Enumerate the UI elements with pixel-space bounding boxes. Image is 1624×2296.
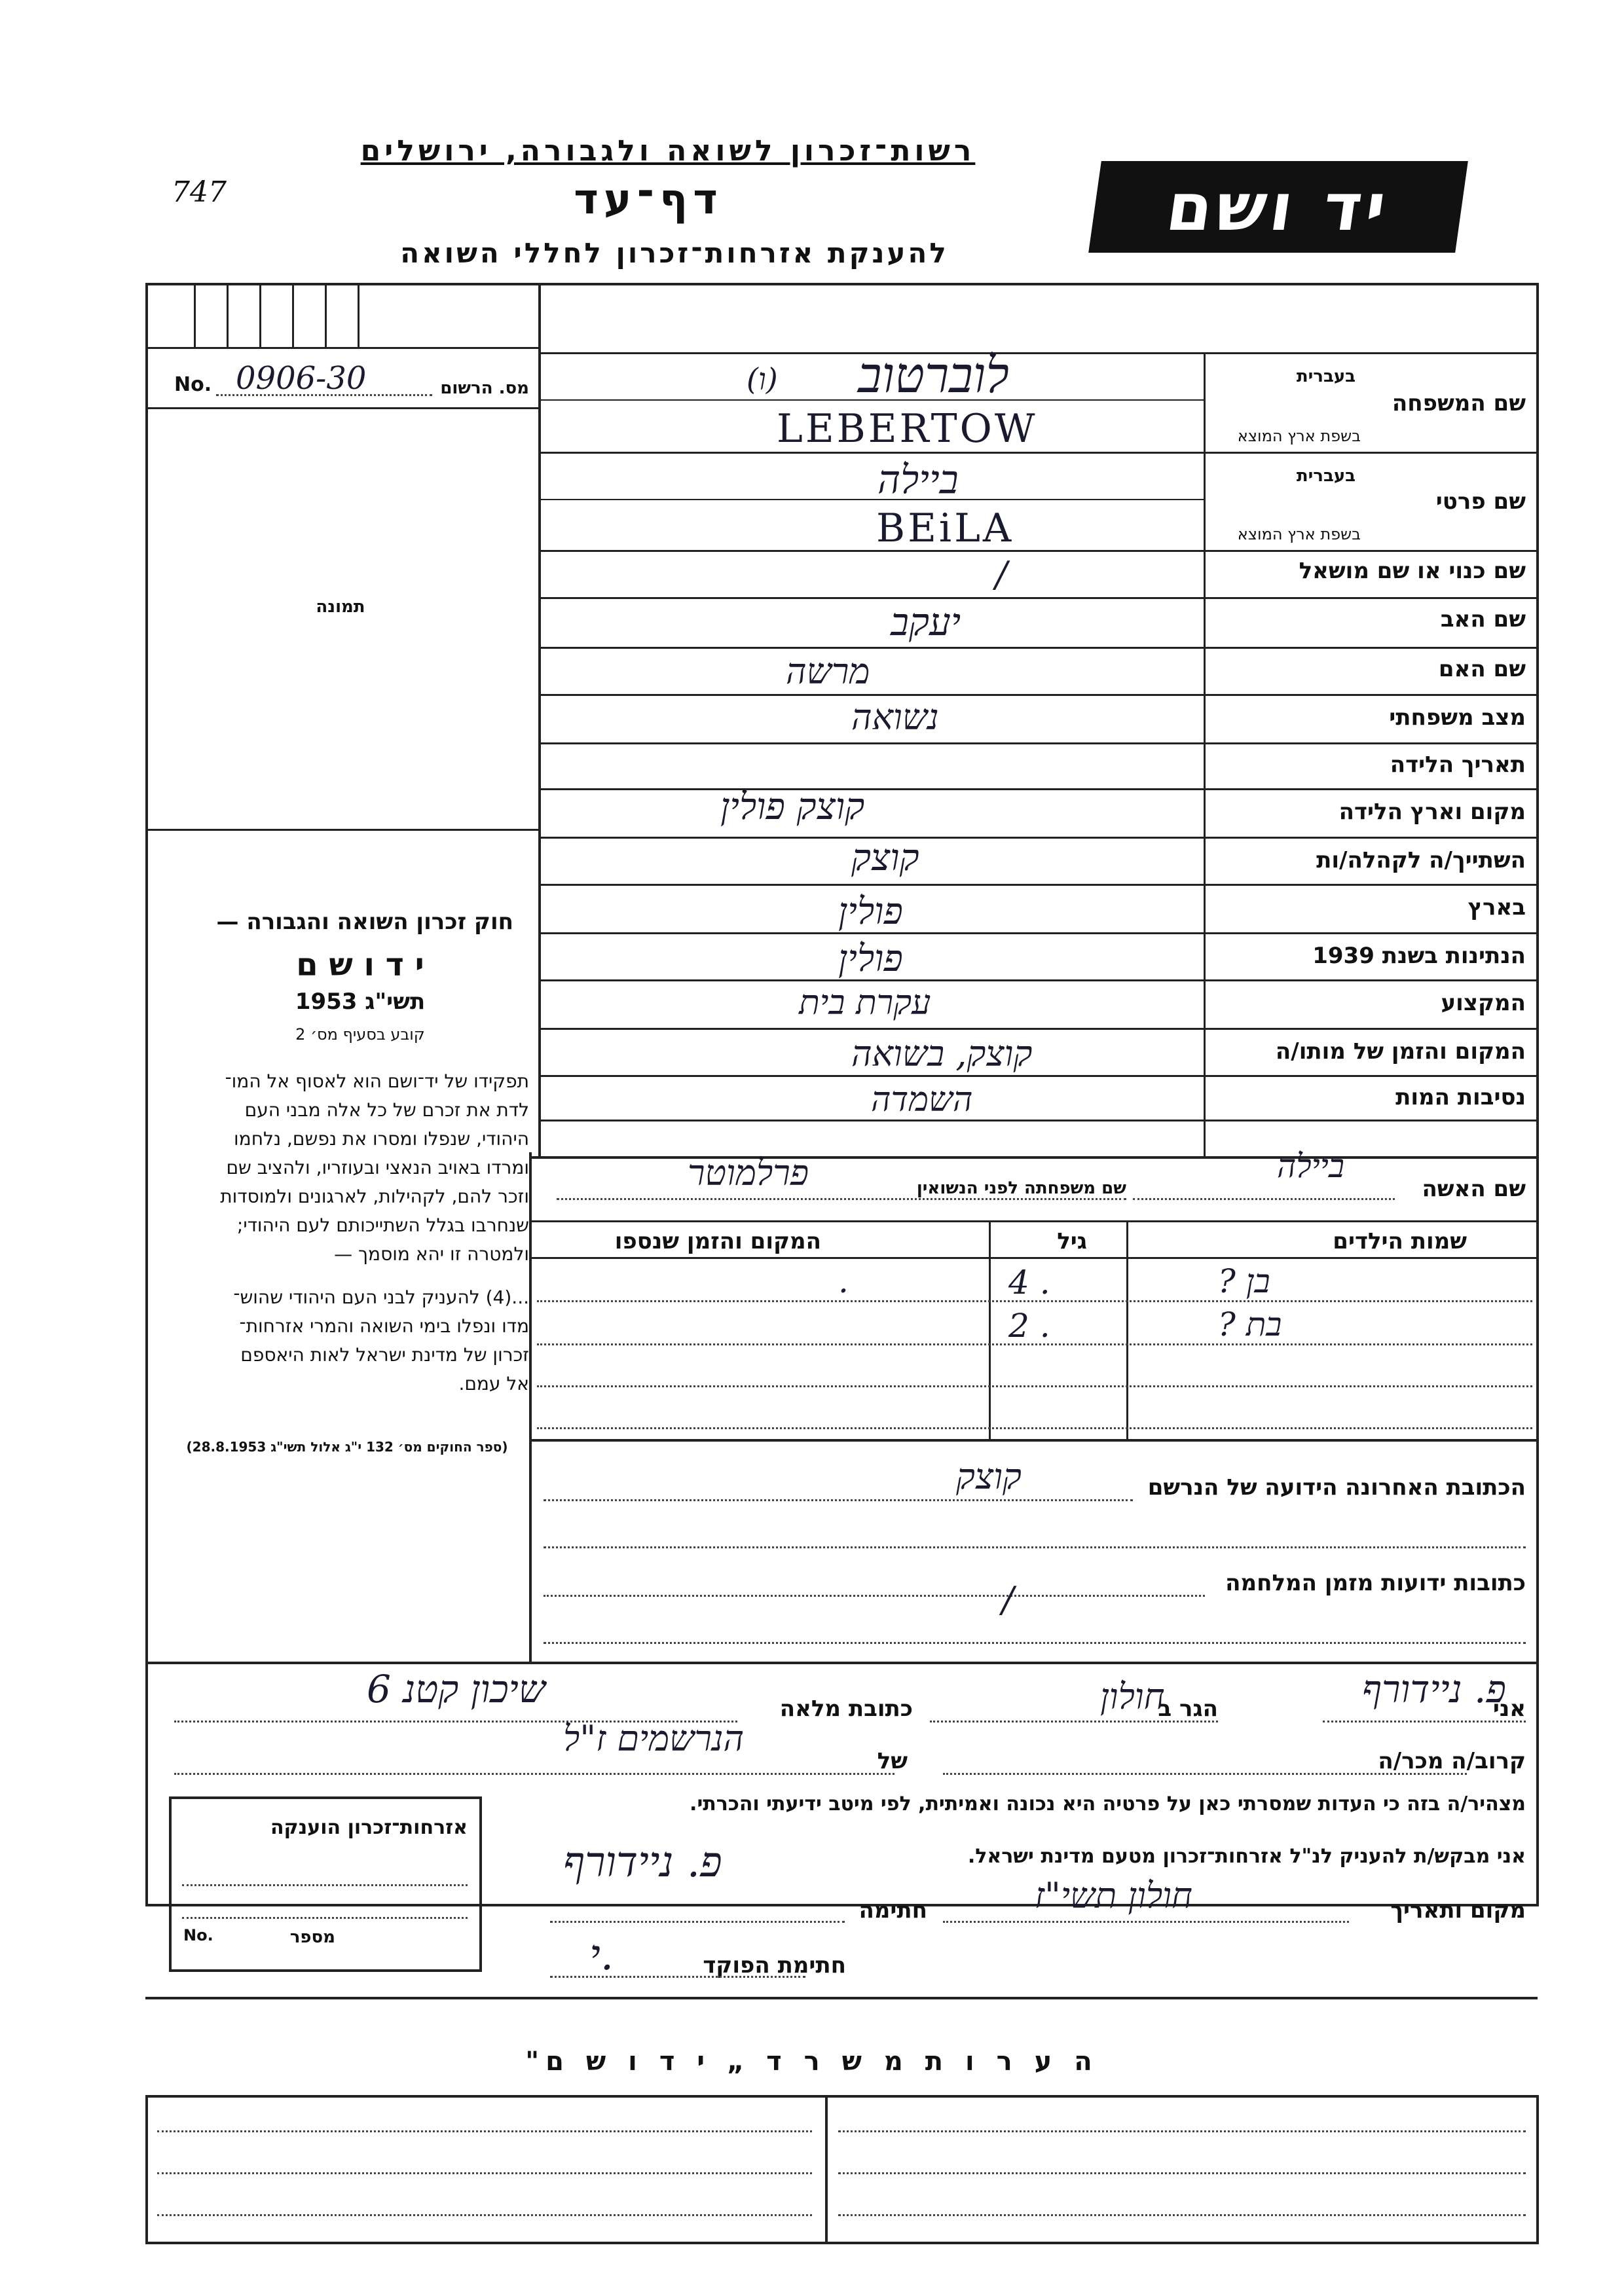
children-names-header: שמות הילדים (1333, 1228, 1467, 1254)
declarant-name-value[interactable]: פ. ניידורף (1362, 1667, 1506, 1711)
family-name-latin-value[interactable]: LEBERTOW (777, 406, 1038, 452)
country-value[interactable]: פולין (838, 890, 903, 933)
law-year: תשי"ג 1953 (295, 989, 426, 1015)
last-address-value[interactable]: קוצק (956, 1456, 1022, 1497)
first-name-label: שם פרטי (1435, 488, 1526, 515)
maiden-name-value[interactable]: פרלמוטר (688, 1152, 809, 1194)
first-name-hebrew-value[interactable]: ביילה (877, 457, 959, 503)
father-name-value[interactable]: יעקב (891, 600, 961, 644)
declaration-statement-1: מצהיר/ה בזה כי העדות שמסרתי כאן על פרטיה היא נכונה ואמיתית, לפי מיטב ידיעתי והכרתי. (690, 1793, 1526, 1815)
child-1-age[interactable]: 4 . (1008, 1264, 1050, 1302)
children-age-header: גיל (1057, 1228, 1087, 1254)
nationality-1939-value[interactable]: פולין (838, 938, 903, 980)
child-1-name[interactable]: בן ? (1218, 1262, 1270, 1300)
death-place-time-label: המקום והזמן של מותו/ה (1275, 1038, 1526, 1065)
registration-label: מס. הרשום (440, 378, 529, 398)
mother-name-label: שם האם (1438, 656, 1526, 682)
registration-no-label: No. (174, 373, 212, 396)
last-address-label: הכתובת האחרונה הידועה של הנרשם (1147, 1474, 1526, 1501)
community-value[interactable]: קוצק (851, 837, 919, 879)
spouse-value[interactable]: ביילה (1277, 1147, 1345, 1185)
child-1-place[interactable]: . (838, 1262, 849, 1300)
mother-name-value[interactable]: מרשה (786, 651, 870, 692)
law-paragraph-1: תפקידו של יד־ושם הוא לאסוף אל המו־ לדת את זכרם של כל אלה מבני העם היהודי, שנפלו ומסרו את נפשם, נלחמו ומרדו באויב הנאצי ובעוזריו, ולהציב שם וזכר להם, לקהילות, לארגונים ולמוסדות שנחרבו בגלל השתייכותם לעם היהודי; ולמטרה זו יהא מוסמך — (220, 1070, 529, 1265)
place-date-label: מקום ותאריך (1390, 1897, 1526, 1923)
full-address-value[interactable]: שיכון קטנ 6 (367, 1667, 545, 1711)
citizenship-box-title: אזרחות־זכרון הוענקה (270, 1816, 468, 1839)
spouse-label: שם האשה (1422, 1176, 1526, 1202)
full-address-label: כתובת מלאה (779, 1696, 913, 1722)
place-date-value[interactable]: חולון תשי"ז (1035, 1875, 1192, 1916)
maiden-name-label: שם משפחתה לפני הנשואין (916, 1178, 1126, 1198)
citizenship-box (169, 1796, 482, 1972)
declarant-i-label: אני (1492, 1696, 1526, 1722)
profession-value[interactable]: עקרת בית (799, 983, 931, 1023)
office-remarks-title: ה ע ר ו ת מ ש ר ד „ י ד ו ש ם" (525, 2047, 1099, 2077)
birth-place-value[interactable]: קוצק פולין (720, 786, 865, 828)
family-name-label: שם המשפחה (1392, 390, 1526, 416)
child-2-name[interactable]: בת ? (1218, 1305, 1282, 1343)
photo-label: תמונה (316, 597, 365, 617)
nationality-1939-label: הנתינות בשנת 1939 (1312, 943, 1526, 969)
war-addresses-label: כתובות ידועות מזמן המלחמה (1225, 1570, 1526, 1596)
signature-label: חתימה (858, 1897, 927, 1923)
law-title: חוק זכרון השואה והגבורה — (216, 909, 513, 935)
war-addresses-value[interactable]: / (1002, 1579, 1014, 1620)
citizenship-number-label: מספר (289, 1927, 335, 1947)
marital-status-value[interactable]: נשואה (851, 697, 939, 738)
country-label: בארץ (1467, 894, 1526, 920)
of-label: של (877, 1748, 908, 1774)
first-name-latin-value[interactable]: BEiLA (876, 505, 1014, 551)
page-subtitle: להענקת אזרחות־זכרון לחללי השואה (400, 237, 949, 269)
death-place-time-value[interactable]: קוצק, בשואה (851, 1033, 1033, 1074)
declarant-resides-label: הגר ב (1158, 1696, 1218, 1722)
birth-date-label: תאריך הלידה (1390, 752, 1526, 778)
declarant-resides-value[interactable]: חולון (1100, 1676, 1165, 1717)
page-title: דף־עד (574, 175, 723, 224)
nickname-value[interactable]: / (995, 554, 1008, 595)
family-name-hebrew-value[interactable]: לוברטוב (858, 346, 1009, 404)
family-name-hebrew-sublabel: בעברית (1296, 367, 1356, 386)
registration-number-value: 0906-30 (236, 360, 367, 397)
stamp-number: 747 (172, 175, 227, 209)
marital-status-label: מצב משפחתי (1389, 704, 1526, 731)
citizenship-no-label: No. (183, 1926, 213, 1944)
children-place-header: המקום והזמן שנספו (614, 1228, 821, 1254)
community-label: השתייך/ה לקהלה/ות (1316, 847, 1526, 873)
first-name-hebrew-sublabel: בעברית (1296, 466, 1356, 486)
death-circumstances-label: נסיבות המות (1395, 1084, 1526, 1110)
child-2-age[interactable]: 2 . (1008, 1307, 1050, 1345)
law-section: קובע בסעיף מס׳ 2 (295, 1025, 425, 1044)
law-name: י ד ו ש ם (296, 947, 424, 983)
family-name-origin-sublabel: בשפת ארץ המוצא (1237, 427, 1361, 445)
death-circumstances-value[interactable]: השמדה (871, 1080, 973, 1120)
father-name-label: שם האב (1440, 606, 1526, 632)
officer-signature-label: חתימת הפוקד (703, 1952, 846, 1978)
birth-place-label: מקום וארץ הלידה (1338, 799, 1526, 825)
authority-name: רשות־זכרון לשואה ולגבורה, ירושלים (360, 134, 976, 168)
relation-label: קרוב/ה מכר/ה (1378, 1748, 1526, 1774)
nickname-label: שם כנוי או שם מושאל (1299, 558, 1526, 584)
officer-signature-value[interactable]: י. (589, 1931, 614, 1980)
declaration-statement-2: אני מבקש/ת להעניק לנ"ל אזרחות־זכרון מטעם מדינת ישראל. (967, 1845, 1526, 1868)
of-value[interactable]: הנרשמים ז"ל (563, 1718, 745, 1759)
law-citation: (ספר החוקים מס׳ 132 י"ג אלול תשי"ג 28.8.1953) (186, 1439, 508, 1455)
logo-text: יד ושם (1162, 168, 1395, 246)
yad-vashem-logo (1088, 161, 1468, 253)
law-paragraph-2: ...(4) להעניק לבני העם היהודי שהוש־ מדו ונפלו בימי השואה והמרי אזרחות־ זכרון של מדינת ישראל לאות היאספם אל עמם. (233, 1286, 529, 1394)
profession-label: המקצוע (1441, 990, 1526, 1016)
signature-value[interactable]: פ. ניידורף (563, 1838, 722, 1887)
family-name-note: (ו) (747, 361, 778, 397)
first-name-origin-sublabel: בשפת ארץ המוצא (1237, 525, 1361, 543)
